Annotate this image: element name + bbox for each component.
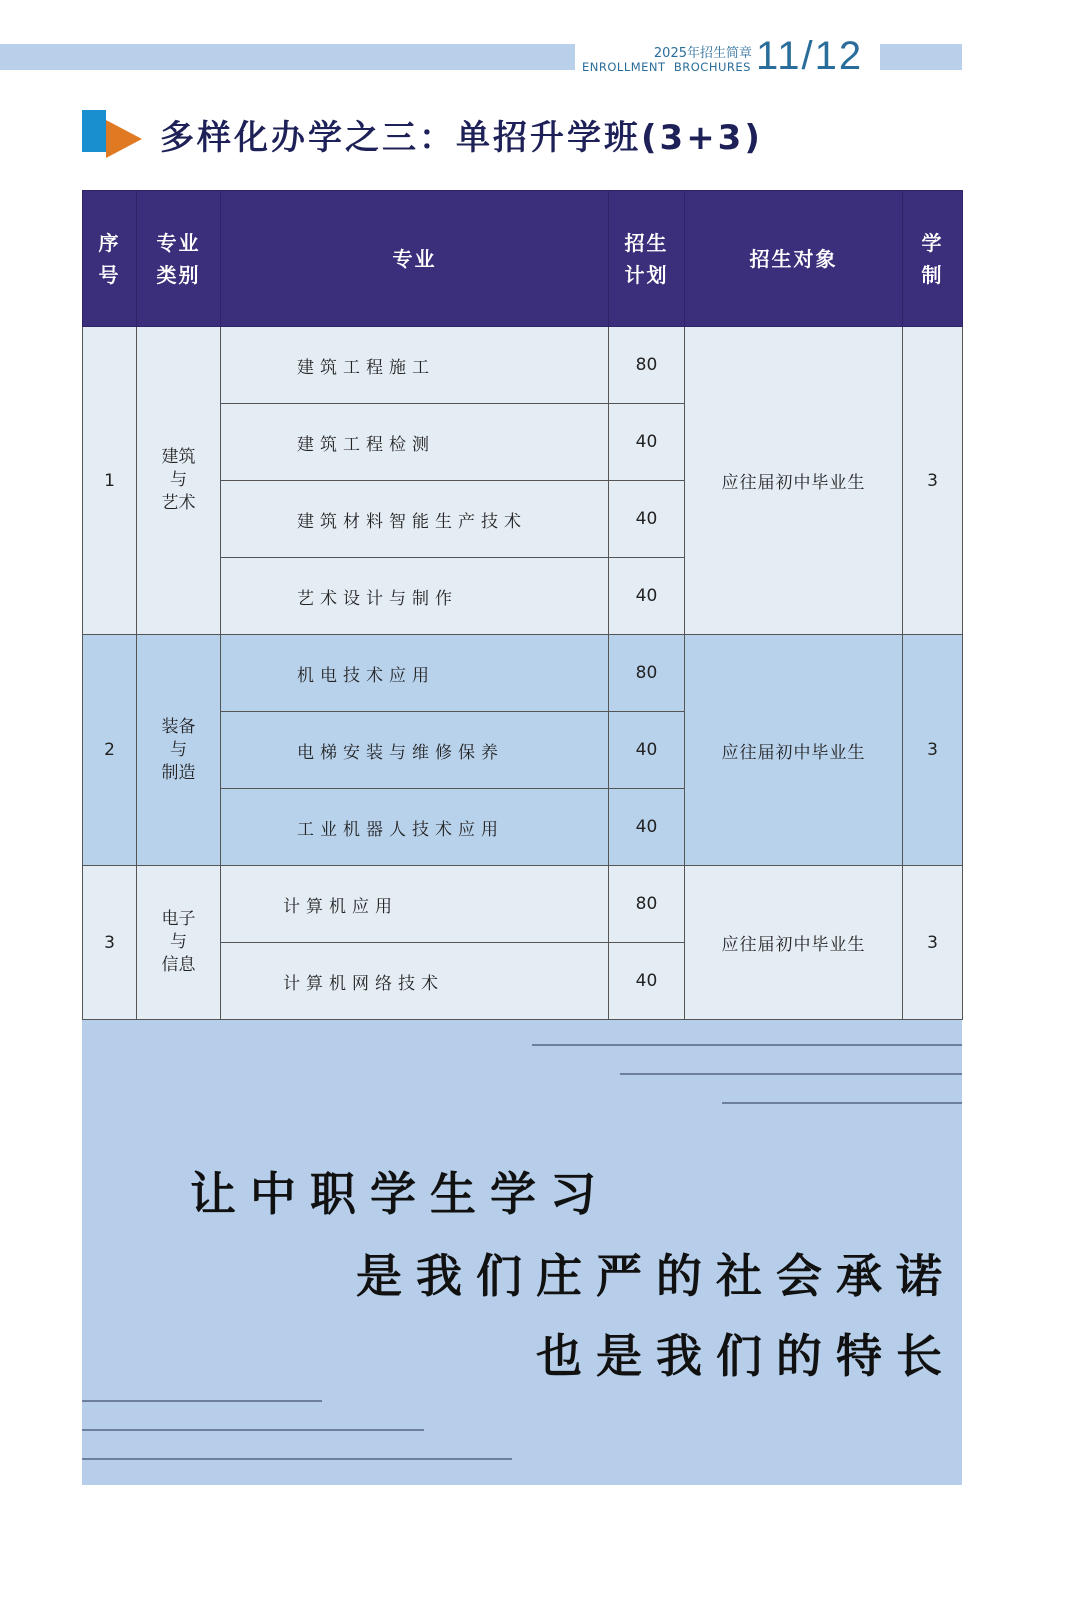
row-target: 应往届初中毕业生 — [685, 327, 903, 635]
decor-line — [82, 1429, 424, 1431]
col-target: 招生对象 — [685, 191, 903, 327]
slogan-line-1: 让中职学生学习 — [190, 1167, 610, 1221]
row-category: 电子 与 信息 — [137, 866, 221, 1020]
col-index: 序 号 — [83, 191, 137, 327]
brochure-title-en: ENROLLMENT BROCHURES — [582, 60, 751, 74]
row-plan: 80 — [609, 866, 685, 943]
decor-line — [82, 1458, 512, 1460]
row-plan: 40 — [609, 712, 685, 789]
row-major: 电梯安装与维修保养 — [221, 712, 609, 789]
row-plan: 80 — [609, 635, 685, 712]
brochure-title-cn: 2025年招生简章 — [653, 46, 752, 61]
row-major: 建筑工程检测 — [221, 404, 609, 481]
decor-line — [620, 1073, 962, 1075]
row-major: 工业机器人技术应用 — [221, 789, 609, 866]
col-plan: 招生 计划 — [609, 191, 685, 327]
row-plan: 40 — [609, 943, 685, 1020]
row-plan: 40 — [609, 404, 685, 481]
row-years: 3 — [903, 866, 963, 1020]
row-target: 应往届初中毕业生 — [685, 635, 903, 866]
slogan-panel — [82, 1020, 962, 1485]
row-major: 计算机应用 — [221, 866, 609, 943]
row-category: 装备 与 制造 — [137, 635, 221, 866]
table-row — [83, 635, 963, 712]
row-plan: 40 — [609, 789, 685, 866]
col-major: 专业 — [221, 191, 609, 327]
col-years: 学 制 — [903, 191, 963, 327]
row-major: 艺术设计与制作 — [221, 558, 609, 635]
row-major: 建筑工程施工 — [221, 327, 609, 404]
enrollment-table — [82, 190, 963, 1020]
table-row — [83, 866, 963, 943]
row-index: 3 — [83, 866, 137, 1020]
row-category: 建筑 与 艺术 — [137, 327, 221, 635]
title-marker-icon — [82, 110, 114, 152]
col-category: 专业 类别 — [137, 191, 221, 327]
table-header-row — [83, 191, 963, 327]
table-row — [83, 327, 963, 404]
row-plan: 40 — [609, 481, 685, 558]
header-bar-left — [0, 44, 575, 70]
row-years: 3 — [903, 635, 963, 866]
slogan-line-3: 也是我们的特长 — [536, 1329, 956, 1383]
row-major: 计算机网络技术 — [221, 943, 609, 1020]
row-index: 2 — [83, 635, 137, 866]
row-major: 建筑材料智能生产技术 — [221, 481, 609, 558]
row-plan: 80 — [609, 327, 685, 404]
decor-line — [722, 1102, 962, 1104]
row-years: 3 — [903, 327, 963, 635]
page-number: 11/12 — [756, 34, 864, 78]
slogan-line-2: 是我们庄严的社会承诺 — [356, 1249, 956, 1303]
row-target: 应往届初中毕业生 — [685, 866, 903, 1020]
decor-line — [82, 1400, 322, 1402]
row-major: 机电技术应用 — [221, 635, 609, 712]
row-plan: 40 — [609, 558, 685, 635]
row-index: 1 — [83, 327, 137, 635]
decor-line — [532, 1044, 962, 1046]
header-bar-right — [880, 44, 962, 70]
page-title: 多样化办学之三：单招升学班(3+3) — [160, 118, 763, 158]
